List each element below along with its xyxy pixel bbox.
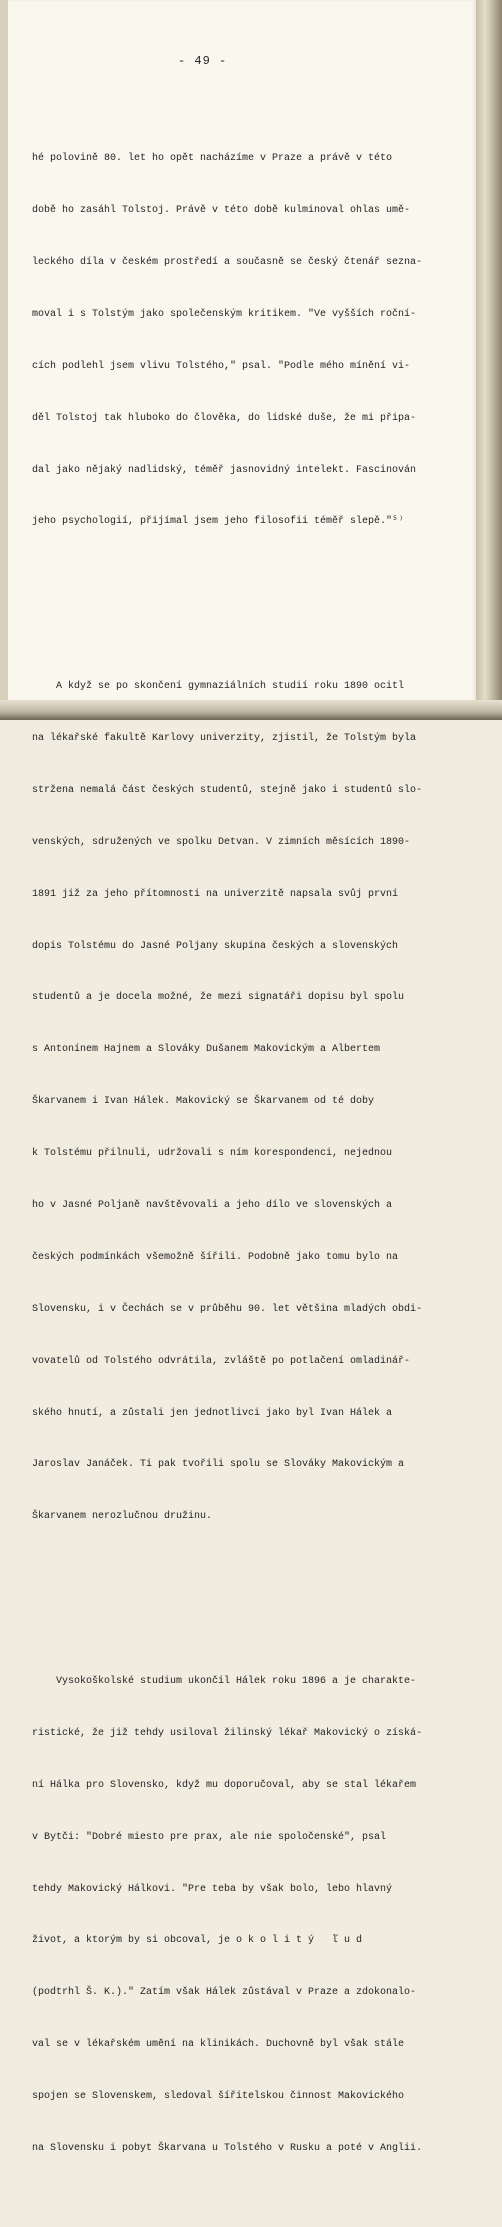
text-line: tehdy Makovický Hálkovi. "Pre teba by však bolo, lebo hlavný: [32, 1883, 393, 1895]
text-line: studentů a je docela možné, že mezi signatáři dopisu byl spolu: [32, 992, 405, 1004]
text-line: ho v Jasné Poljaně navštěvovali a jeho dílo ve slovenských a: [32, 1200, 393, 1211]
text-line: na Slovensku i pobyt Škarvana u Tolstého v Rusku a poté v Anglii.: [32, 2143, 423, 2155]
text-line: Vysokoškolské studium ukončil Hálek roku 1896 a je charakte-: [32, 1676, 417, 1688]
text-line: venských, sdružených ve spolku Detvan. V zimních měsících 1890-: [32, 836, 411, 848]
text-line: Jaroslav Janáček. Ti pak tvořili spolu se Slováky Makovickým a: [32, 1459, 405, 1471]
paragraph-2: [32, 644, 472, 1561]
text-line: jeho psychologií, přijímal jsem jeho filosofii téměř slepě."⁵⁾: [32, 516, 405, 528]
text-line: hé polovině 80. let ho opět nacházíme v Praze a právě v této: [32, 153, 393, 165]
text-line: děl Tolstoj tak hluboko do člověka, do lidské duše, že mi připa-: [32, 412, 417, 424]
text-line: dopis Tolstému do Jasné Poljany skupina českých a slovenských: [32, 940, 399, 952]
text-line: vovatelů od Tolstého odvrátila, zvláště po potlačení omladinář-: [32, 1355, 411, 1367]
text-line: leckého díla v českém prostředí a současně se český čtenář sezna-: [32, 256, 423, 268]
text-line: spojen se Slovenskem, sledoval šířitelskou činnost Makovického: [32, 2091, 405, 2103]
page-edge-shadow: [476, 0, 502, 720]
text-line: cích podlehl jsem vlivu Tolstého," psal. "Podle mého mínění vi-: [32, 360, 411, 372]
text-line: českých podmínkách všemožně šířili. Podobně jako tomu bylo na: [32, 1251, 399, 1263]
paragraph-spacer: [32, 600, 472, 609]
text-line: (podtrhl Š. K.)." Zatím však Hálek zůstával v Praze a zdokonalo-: [32, 1987, 417, 1999]
paragraph-spacer: [32, 1595, 472, 1604]
text-line: s Antonínem Hajnem a Slováky Dušanem Makovickým a Albertem: [32, 1044, 381, 1056]
body-text: [32, 81, 472, 2227]
text-line: stržena nemalá část českých studentů, stejně jako i studentů slo-: [32, 784, 423, 796]
text-line: na lékařské fakultě Karlovy univerzity, zjistil, že Tolstým byla: [32, 732, 417, 744]
text-line: val se v lékařském umění na klinikách. Duchovně byl však stále: [32, 2039, 405, 2051]
text-line: A když se po skončení gymnaziálních studií roku 1890 ocitl: [32, 681, 405, 693]
text-line: ní Hálka pro Slovensko, když mu doporučoval, aby se stal lékařem: [32, 1779, 417, 1791]
text-line: ského hnutí, a zůstali jen jednotlivci jako byl Ivan Hálek a: [32, 1407, 393, 1419]
paragraph-1: [32, 116, 472, 566]
text-line: k Tolstému přilnuli, udržovali s ním korespondenci, nejednou: [32, 1148, 393, 1160]
text-line: ristické, že již tehdy usiloval žilinský lékař Makovický o získá-: [32, 1727, 423, 1739]
page-number: - 49 -: [178, 54, 228, 68]
text-line: život, a ktorým by si obcoval, je o k o l i t ý ľ u d: [32, 1935, 363, 1947]
text-line: Škarvanem i Ivan Hálek. Makovický se Škarvanem od té doby: [32, 1096, 375, 1108]
text-line: Škarvanem nerozlučnou družinu.: [32, 1511, 213, 1523]
text-line: moval i s Tolstým jako společenským kritikem. "Ve vyšších roční-: [32, 308, 417, 320]
paragraph-3: [32, 1638, 472, 2192]
text-line: době ho zasáhl Tolstoj. Právě v této době kulminoval ohlas umě-: [32, 205, 411, 217]
text-line: Slovensku, i v Čechách se v průběhu 90. let většina mladých obdi-: [32, 1303, 423, 1315]
text-line: dal jako nějaký nadlidský, téměř jasnovidný intelekt. Fascinován: [32, 464, 417, 476]
text-line: v Bytči: "Dobré miesto pre prax, ale nie spoločenské", psal: [32, 1831, 387, 1843]
text-line: 1891 již za jeho přítomnosti na univerzitě napsala svůj první: [32, 888, 399, 900]
